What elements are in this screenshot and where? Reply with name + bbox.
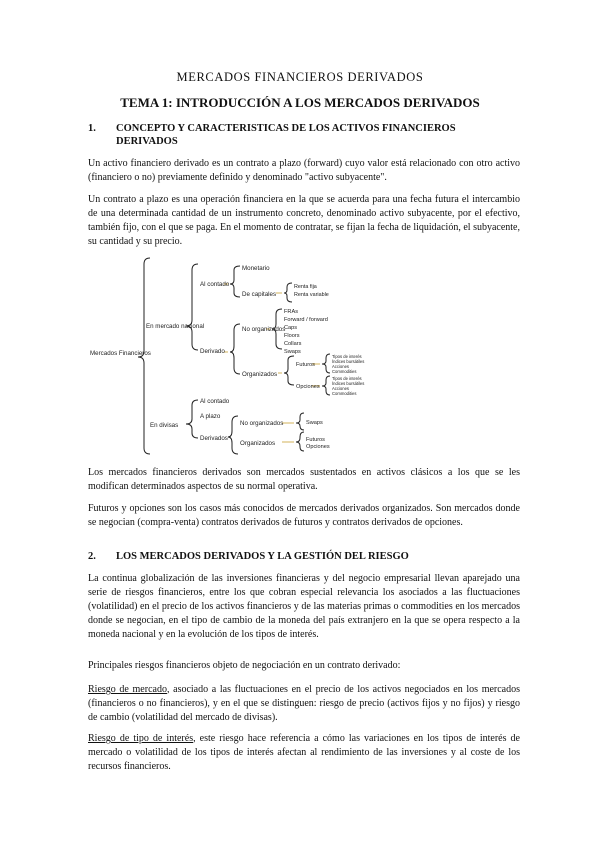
section-1-number: 1.: [88, 123, 96, 134]
node-opciones-2: Opciones: [306, 444, 330, 450]
section-1-title: CONCEPTO Y CARACTERISTICAS DE LOS ACTIVOS FINANCIEROS DERIVADOS: [116, 123, 456, 147]
nc-item: FRAs: [284, 309, 298, 315]
node-no-organizados: No organizados: [242, 326, 286, 333]
risk-paragraph: [88, 732, 520, 774]
risk-paragraph: [88, 683, 520, 725]
paragraph: Los mercados financieros derivados son mercados sustentados en activos clásicos a los que se les modifican determinados aspectos de su normal operativa.: [88, 467, 520, 492]
node-organizados: Organizados: [242, 371, 278, 378]
node-derivado: Derivado: [200, 348, 225, 355]
section-2-title: LOS MERCADOS DERIVADOS Y LA GESTIÓN DEL RIESGO: [116, 551, 409, 562]
node-root: Mercados Financieros: [90, 350, 151, 357]
node-renta-variable: Renta variable: [294, 292, 329, 298]
nc-item: Floors: [284, 333, 300, 339]
node-otc: En divisas: [150, 422, 179, 429]
document-subtitle: TEMA 1: INTRODUCCIÓN A LOS MERCADOS DERIVADOS: [120, 95, 480, 110]
section-2-heading: [88, 550, 518, 563]
section-2-number: 2.: [88, 551, 96, 562]
paragraph: Un contrato a plazo es una operación financiera en la que se acuerda para una fecha futura el intercambio de una determinada cantidad de un instrumento concreto, denominado activo subyacente, por el efectivo, también fijo, con el que se paga. En el momento de contratar, se fijan la fecha de liquidación, el subyacente, su cantidad y su precio.: [88, 194, 520, 247]
node-opciones: Opciones: [296, 384, 320, 390]
opc-item: Acciones: [332, 386, 349, 391]
node-renta-fija: Renta fija: [294, 284, 317, 290]
document-title: MERCADOS FINANCIEROS DERIVADOS: [176, 70, 424, 84]
node-derivados-2: Derivados: [200, 435, 228, 442]
fut-item: Acciones: [332, 364, 349, 369]
node-al-contado-2: Al contado: [200, 398, 230, 405]
node-de-capitales: De capitales: [242, 291, 277, 298]
node-organizados-2: Organizados: [240, 440, 276, 447]
risk-term: Riesgo de tipo de interés: [88, 733, 194, 744]
paragraph: Principales riesgos financieros objeto de negociación en un contrato derivado:: [88, 660, 401, 671]
risk-description: , este riesgo hace referencia a cómo las variaciones en los tipos de interés de mercado o volatilidad de los tipos de interés afectan al rendimiento de las inversiones y al coste de los recursos financieros.: [88, 733, 520, 772]
opc-item: Tipos de interés: [332, 376, 362, 381]
node-monetario: Monetario: [242, 265, 270, 272]
risk-term: Riesgo de mercado: [88, 684, 167, 695]
risk-description: , asociado a las fluctuaciones en el precio de los activos negociados en los mercados (financieros o no financieros), y en el que se distinguen: riesgo de precio (activos fijos y no fijos) y riesgo de cambio (volatilidad del mercado de divisas).: [88, 684, 521, 723]
fut-item: Índices bursátiles: [332, 359, 365, 364]
fut-item: Commodities: [332, 369, 357, 374]
nc-item: Collars: [284, 341, 302, 347]
node-organizado: En mercado nacional: [146, 323, 205, 330]
paragraph: La continua globalización de las inversiones financieras y del negocio empresarial llevan aparejado una serie de riesgos financieros, entre los que cobran especial relevancia los asociados a las fluctuaciones (volatilidad) en el precio de los activos financieros y de las materias primas o commodities en los mercados donde se negocian, en el tipo de cambio de la moneda del país extranjero en la que se opera respecto a la moneda nacional y en la evolución de los tipos de interés.: [88, 573, 520, 640]
nc-item: Caps: [284, 325, 298, 331]
paragraph: Un activo financiero derivado es un contrato a plazo (forward) cuyo valor está relacionado con otro activo (financiero o no) previamente definido y denominado "activo subyacente".: [88, 158, 520, 183]
node-al-contado: Al contado: [200, 281, 230, 288]
opc-item: Commodities: [332, 391, 357, 396]
paragraph: Futuros y opciones son los casos más conocidos de mercados derivados organizados. Son mercados donde se negocian (compra-venta) contratos derivados de futuros y contratos derivados de opciones.: [88, 503, 520, 528]
nc-item: Forward / forward: [284, 317, 328, 323]
node-futuros: Futuros: [296, 362, 315, 368]
node-swaps: Swaps: [306, 420, 323, 426]
fut-item: Tipos de interés: [332, 354, 362, 359]
section-1-heading: [88, 122, 518, 148]
financial-markets-diagram: [86, 254, 526, 459]
nc-item: Swaps: [284, 349, 301, 355]
node-futuros-2: Futuros: [306, 437, 325, 443]
node-a-plazo: A plazo: [200, 413, 221, 420]
opc-item: Índices bursátiles: [332, 381, 365, 386]
node-no-organizados-2: No organizados: [240, 420, 284, 427]
